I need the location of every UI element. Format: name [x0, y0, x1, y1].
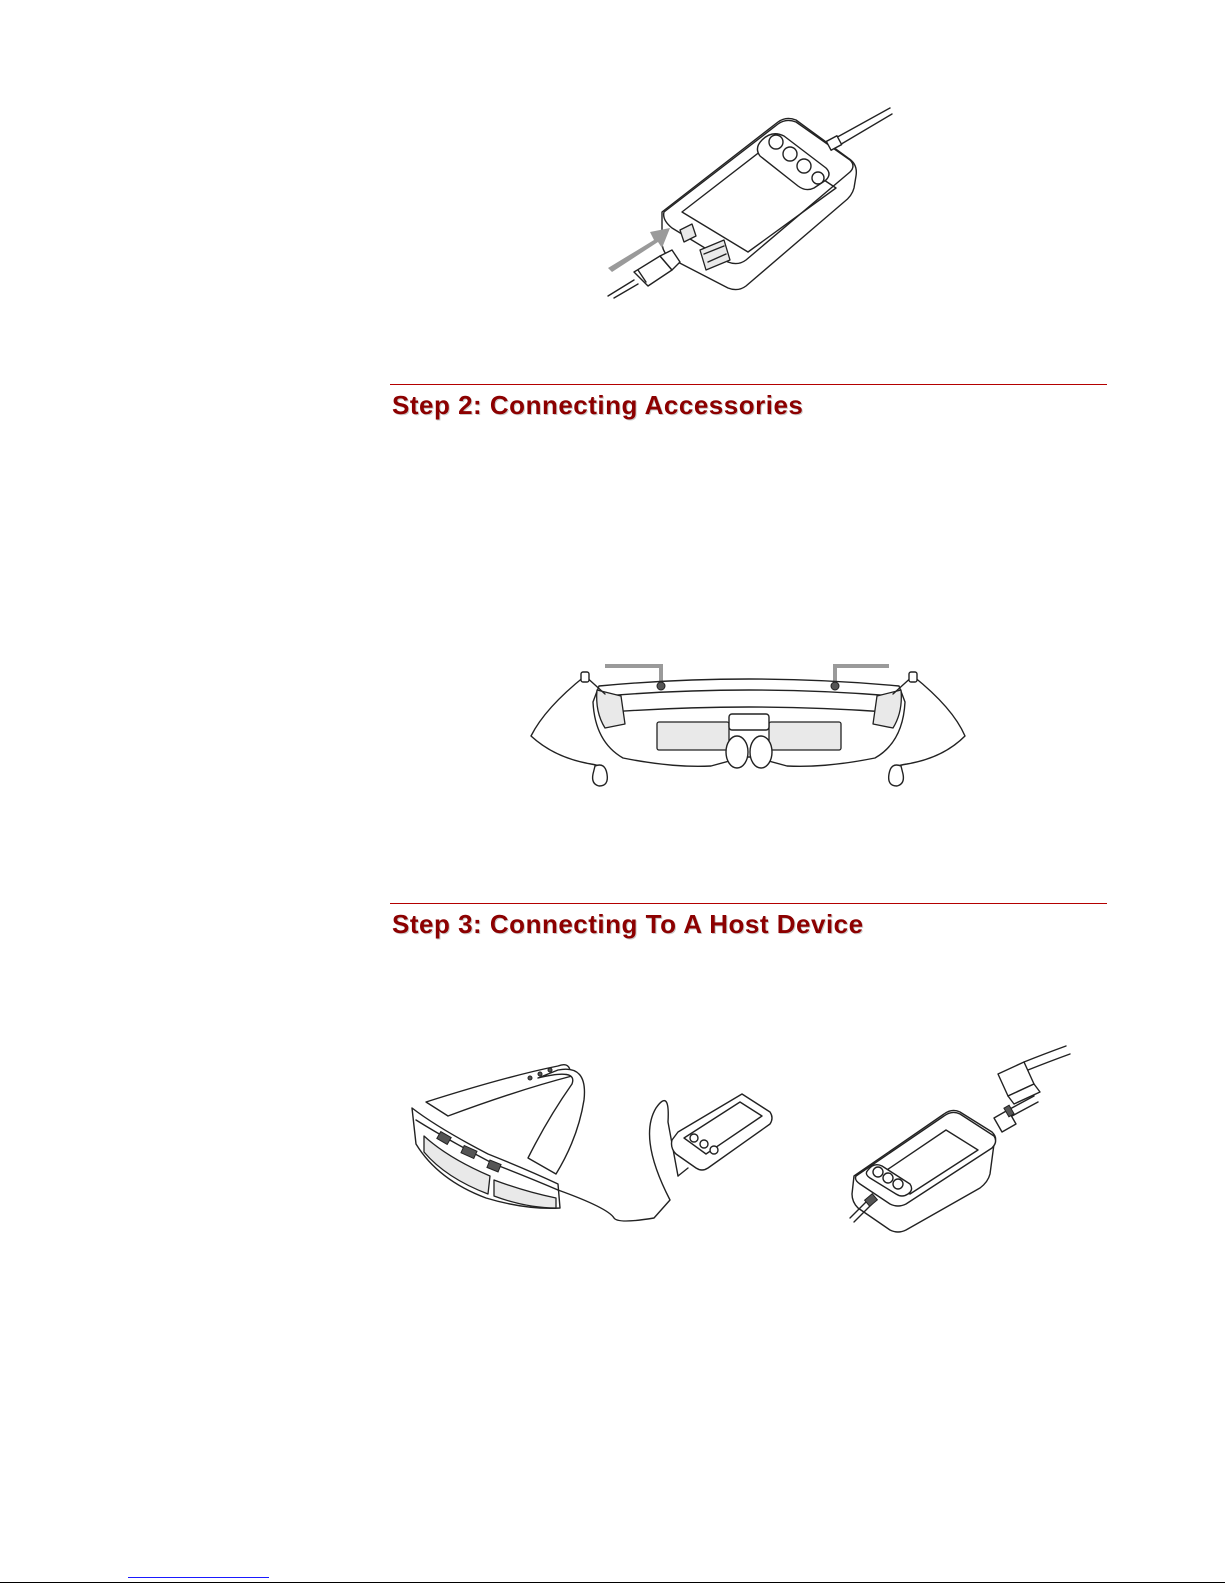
step-2-heading: Step 2: Connecting Accessories	[392, 390, 804, 420]
host-box-hdmi-figure	[848, 1044, 1078, 1234]
step-3-rule	[390, 903, 1107, 904]
footer-rule	[0, 1582, 1225, 1583]
step-3-heading: Step 3: Connecting To A Host Device	[392, 909, 864, 939]
control-box-usb-figure	[600, 100, 900, 300]
step-2-rule	[390, 384, 1107, 385]
footer-link-underline[interactable]	[128, 1577, 269, 1578]
host-glasses-figure	[408, 1058, 778, 1228]
earphones-figure	[525, 662, 975, 792]
